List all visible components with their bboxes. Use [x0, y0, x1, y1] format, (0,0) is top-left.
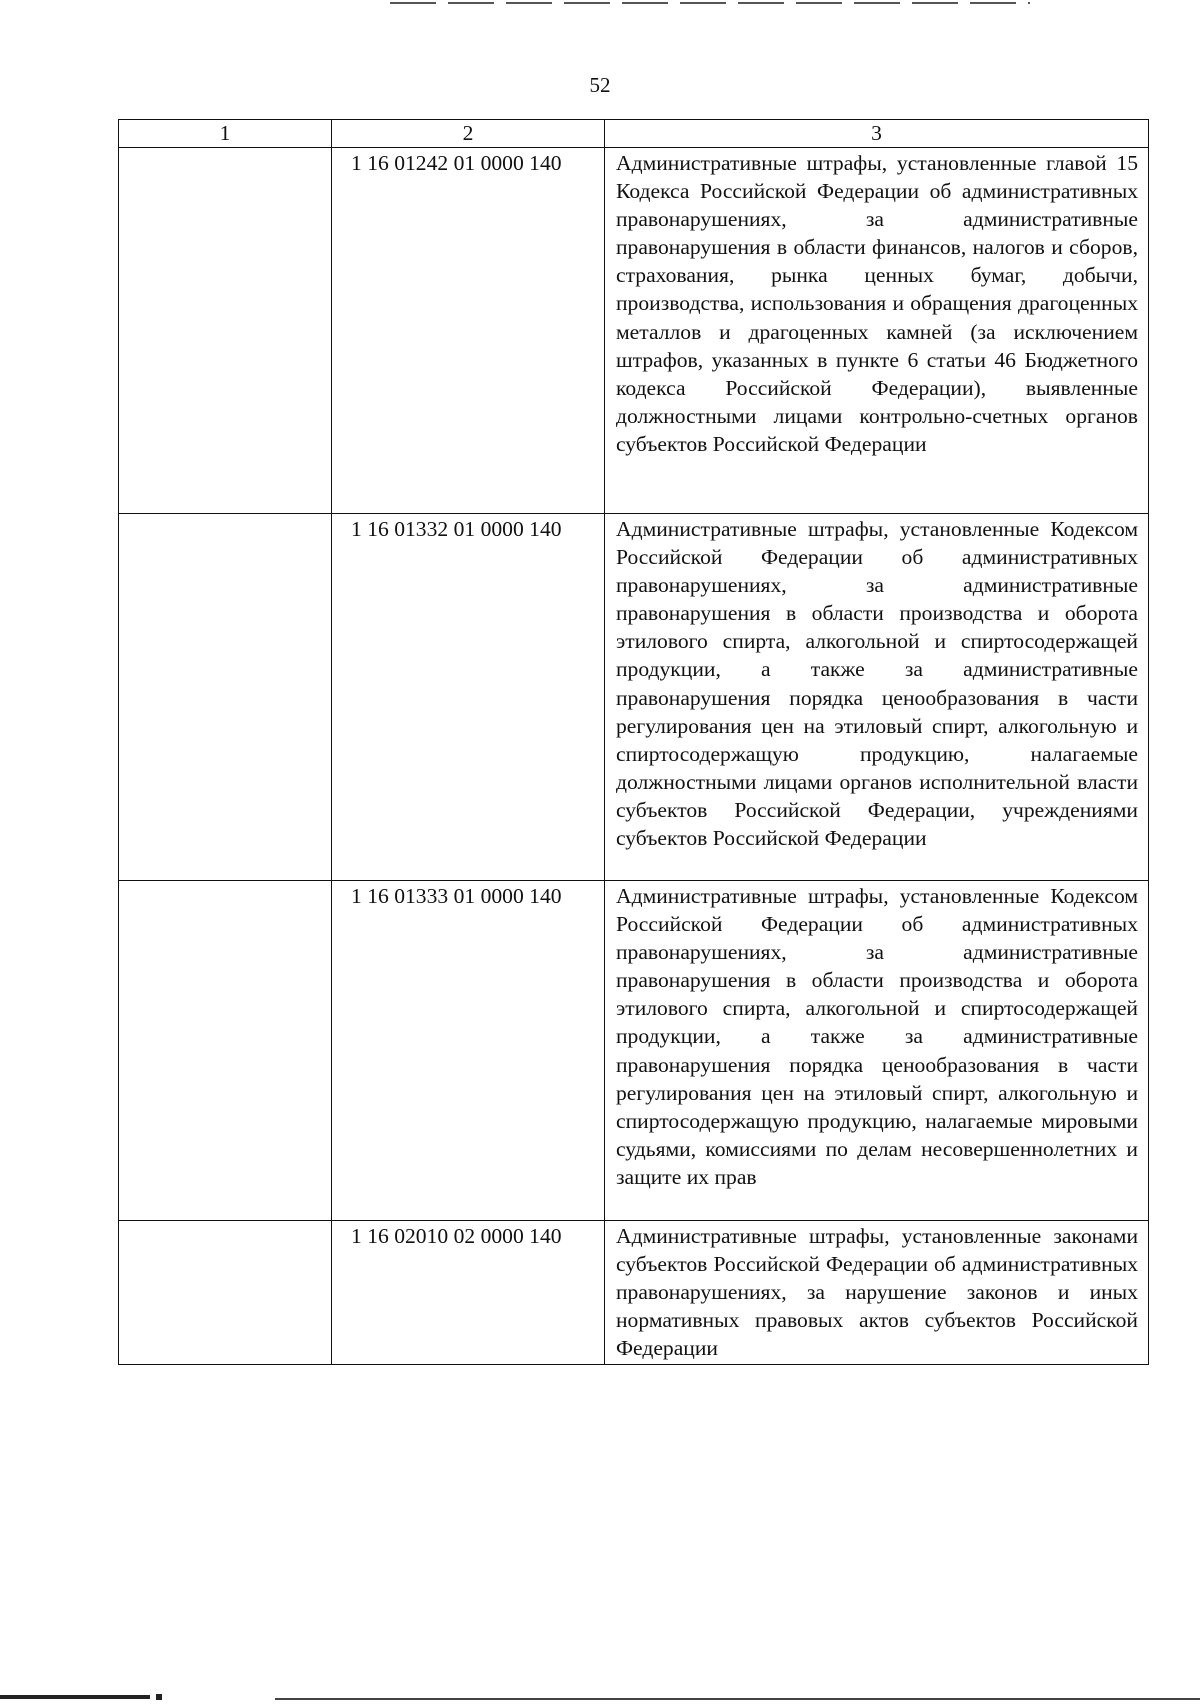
header-col-2: 2	[332, 120, 605, 148]
row-description: Административные штрафы, установленные Кодексом Российской Федерации об административных правонарушениях, за административные правонарушения в области производства и оборота этилового спирта, алкогольной и спиртосодержащей продукции, а также за административные правонарушения порядка ценообразования в части регулирования цен на этиловый спирт, алкогольную и спиртосодержащую продукцию, налагаемые должностными лицами органов исполнительной власти субъектов Российской Федерации, учреждениями субъектов Российской Федерации	[605, 514, 1149, 881]
row-description: Административные штрафы, установленные главой 15 Кодекса Российской Федерации об административных правонарушениях, за административные правонарушения в области финансов, налогов и сборов, страхования, рынка ценных бумаг, добычи, производства, использования и обращения драгоценных металлов и драгоценных камней (за исключением штрафов, указанных в пункте 6 статьи 46 Бюджетного кодекса Российской Федерации), выявленные должностными лицами контрольно-счетных органов субъектов Российской Федерации	[605, 148, 1149, 514]
row-col-1	[119, 514, 332, 881]
row-code: 1 16 01332 01 0000 140	[332, 514, 605, 881]
table-header-row	[119, 120, 1149, 148]
scan-artifact-bottom-right	[275, 1698, 1200, 1700]
table-row	[119, 148, 1149, 514]
row-code: 1 16 01333 01 0000 140	[332, 881, 605, 1221]
scan-artifact-top	[390, 2, 1030, 4]
row-col-1	[119, 881, 332, 1221]
row-code: 1 16 02010 02 0000 140	[332, 1221, 605, 1365]
row-code: 1 16 01242 01 0000 140	[332, 148, 605, 514]
header-col-1: 1	[119, 120, 332, 148]
row-description: Административные штрафы, установленные законами субъектов Российской Федерации об административных правонарушениях, за нарушение законов и иных нормативных правовых актов субъектов Российской Федерации	[605, 1221, 1149, 1365]
row-description: Административные штрафы, установленные Кодексом Российской Федерации об административных правонарушениях, за административные правонарушения в области производства и оборота этилового спирта, алкогольной и спиртосодержащей продукции, а также за административные правонарушения порядка ценообразования в части регулирования цен на этиловый спирт, алкогольную и спиртосодержащую продукцию, налагаемые мировыми судьями, комиссиями по делам несовершеннолетних и защите их прав	[605, 881, 1149, 1221]
table-row	[119, 881, 1149, 1221]
budget-code-table	[118, 119, 1149, 1365]
row-col-1	[119, 1221, 332, 1365]
scan-artifact-bottom-left	[0, 1695, 150, 1699]
table-row	[119, 514, 1149, 881]
row-col-1	[119, 148, 332, 514]
table-row	[119, 1221, 1149, 1365]
header-col-3: 3	[605, 120, 1149, 148]
page-number: 52	[589, 73, 611, 97]
scan-artifact-dot	[156, 1694, 162, 1700]
